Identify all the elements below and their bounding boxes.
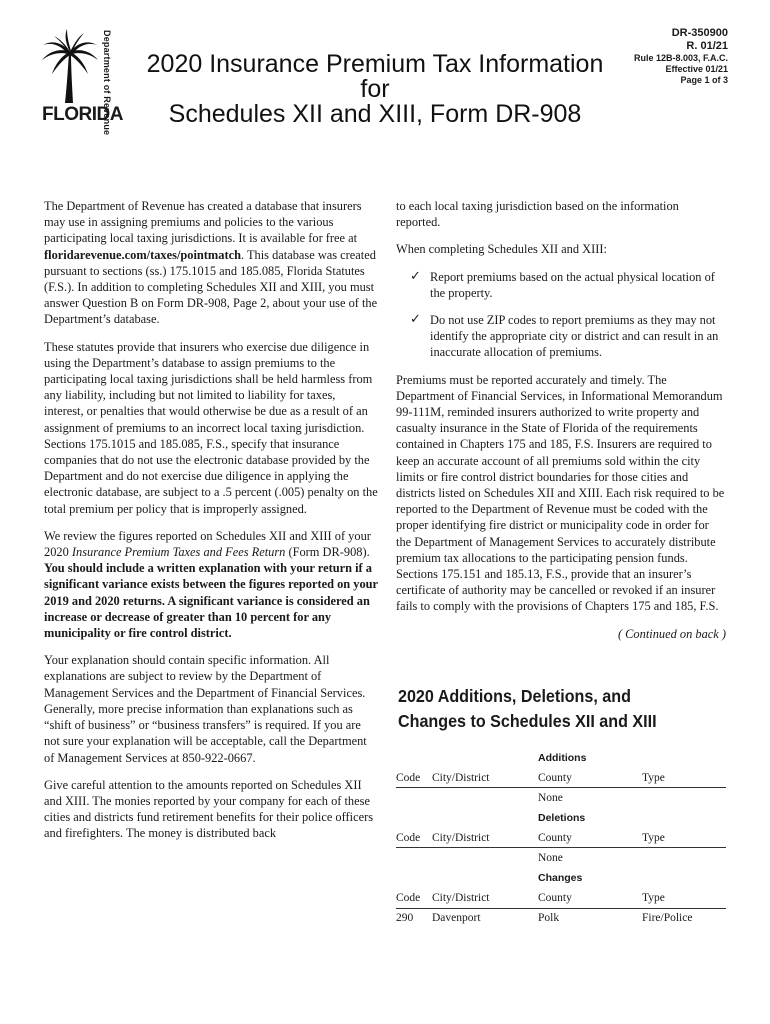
form-revision: R. 01/21: [686, 40, 728, 52]
checkmark-icon: ✓: [410, 312, 421, 328]
intro-paragraph: The Department of Revenue has created a database that insurers may use in assigning premiums and policies to the various participating local taxing jurisdictions. It is available for free at floridarevenue.com/taxes/pointmatch. This database was created pursuant to sections (ss.) 175.1015 and 185.085, Florida Statutes (F.S.). In addition to completing Schedules XII and XIII, you must answer Question B on Form DR-908, Page 2, about your use of the Department’s database.: [44, 199, 378, 327]
palm-tree-icon: [40, 28, 100, 104]
check-item-zip-codes: ✓ Do not use ZIP codes to report premiums as they may not identify the appropriate city or district and can result in an inaccurate allocation of premiums.: [410, 312, 719, 360]
additions-none-row: None: [538, 792, 563, 805]
table-header-row: Code City/District County Type: [396, 888, 726, 908]
row-city: Davenport: [432, 912, 481, 925]
pointmatch-link[interactable]: floridarevenue.com/taxes/pointmatch: [44, 247, 241, 262]
deletions-label-row: Deletions: [538, 811, 586, 824]
logo-department-text: Department of Revenue: [102, 30, 112, 136]
statutes-paragraph: These statutes provide that insurers who exercise due diligence in using the Department’s database to assign premiums to the participating local taxing jurisdictions shall be held harmless from any liability, including but not limited to liability for taxes, interest, or penalties that would otherwise be due as a result of an assignment of premiums to an incorrect local taxing jurisdiction. Sections 175.1015 and 185.085, F.S., specify that insurance companies that do not use the electronic database provided by the Department and do not exercise due diligence in applying the electronic database, are subject to a .5 percent (.005) penalty on the total premium per policy that is improperly assigned.: [44, 339, 378, 516]
continued-note: ( Continued on back ): [617, 626, 726, 641]
checkmark-icon: ✓: [410, 268, 421, 284]
premiums-paragraph: Premiums must be reported accurately and timely. The Department of Financial Services, in Informational Memorandum 99-111M, reminded insurers authorized to write property and casualty insurance in the State of Florida of the requirements contained in Chapters 175 and 185, F.S. Insurers are required to keep an accurate account of all premiums sold within the city limits or fire control district boundaries for those cities and districts listed on Schedules XII and XIII. Each risk required to be reported to the Department of Revenue must be coded with the proper identifying fire district or municipality code in order for the Department of Management Services to accurately distribute premium tax allocations to the participating pension funds. Sections 175.151 and 185.13, F.S., provide that an insurer’s certificate of authority may be cancelled or revoked if an insurer fails to comply with the provisions of Chapters 175 and 185, F.S.: [396, 372, 725, 614]
additions-label-row: Additions: [538, 751, 587, 764]
changes-label-row: Changes: [538, 871, 583, 884]
explanation-paragraph: Your explanation should contain specific information. All explanations are subject to review by the Department of Management Services and the Department of Financial Services. Generally, more precise information than explanations such as “shift of business” or “business transfers” is required. If you are not sure your explanation will be acceptable, call the Department of Management Services at 850-922-0667.: [44, 653, 367, 765]
deletions-none-row: None: [538, 852, 563, 865]
table-header-row: Code City/District County Type: [396, 828, 726, 848]
title-line-1: 2020 Insurance Premium Tax Information: [146, 50, 604, 78]
title-line-3: Schedules XII and XIII, Form DR-908: [168, 100, 582, 128]
florida-logo: [40, 28, 123, 136]
attention-paragraph: Give careful attention to the amounts reported on Schedules XII and XIII. The monies reported by your company for each of these cities and districts fund retirement benefits for their police officers and firefighters. The money is distributed back: [44, 777, 374, 841]
title-line-2: for: [360, 75, 390, 103]
changes-table: [396, 748, 726, 928]
continuation-paragraph: to each local taxing jurisdiction based on the information reported.: [396, 199, 679, 230]
completing-instructions: When completing Schedules XII and XIII:: [396, 242, 607, 257]
variance-paragraph: We review the figures reported on Schedules XII and XIII of your 2020 Insurance Premium Taxes and Fees Return (Form DR-908). You should include a written explanation with your return if a significant variance exists between the figures reported on your 2019 and 2020 returns. A significant variance is considered an increase or decrease of greater than 10 percent for any municipality or fire control district.: [44, 528, 378, 641]
row-code: 290: [396, 912, 414, 925]
form-meta: [634, 27, 728, 86]
logo-florida-text: FLORIDA: [42, 104, 123, 125]
form-number: DR-350900: [671, 27, 728, 39]
page-title: [125, 52, 625, 127]
row-type: Fire/Police: [642, 912, 693, 925]
table-header-row: Code City/District County Type: [396, 768, 726, 788]
form-rule: Rule 12B-8.003, F.A.C.: [633, 53, 728, 63]
check-item-physical-location: ✓ Report premiums based on the actual physical location of the property.: [410, 268, 715, 300]
right-column: [396, 198, 726, 642]
changes-section-title: 2020 Additions, Deletions, and Changes to Schedules XII and XIII: [398, 686, 657, 731]
page-number: Page 1 of 3: [680, 75, 728, 85]
form-effective: Effective 01/21: [665, 64, 728, 74]
table-row: [396, 908, 726, 928]
left-column: [44, 198, 378, 853]
row-county: Polk: [538, 912, 560, 925]
